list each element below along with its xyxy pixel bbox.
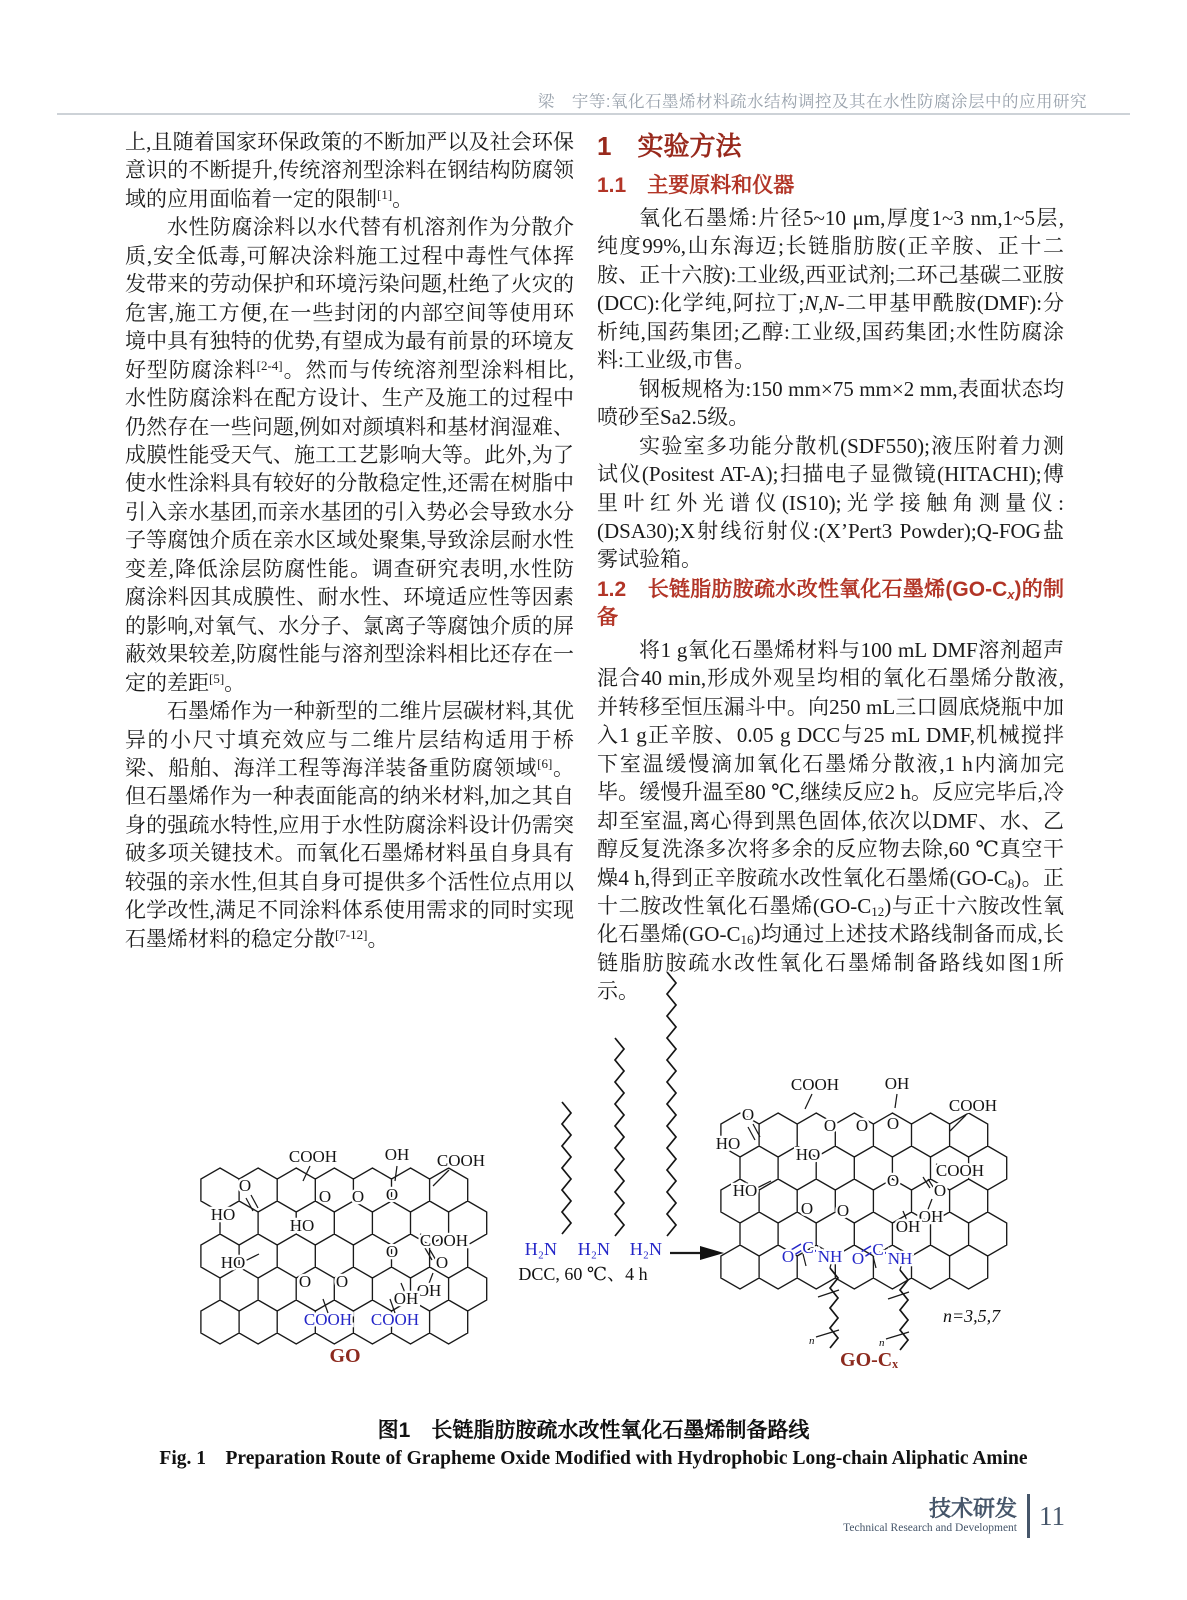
paragraph-materials: 氧化石墨烯:片径5~10 μm,厚度1~3 nm,1~5层,纯度99%,山东海迈;长链脂肪胺(正辛胺、正十二胺、正十六胺):工业级,西亚试剂;二环己基碳二亚胺(DCC):化学纯,阿拉丁;N,N-二甲基甲酰胺(DMF):分析纯,国药集团;乙醇:工业级,国药集团;水性防腐涂料:工业级,市售。 xyxy=(597,206,1064,373)
cooh-label: COOH xyxy=(288,1147,338,1166)
amide-nh-label: NH xyxy=(887,1249,913,1268)
bracket-n-subscript: n xyxy=(809,1335,815,1347)
epoxide-o-label: O xyxy=(886,1114,900,1133)
epoxide-o-label: O xyxy=(351,1187,365,1206)
carbonyl-o-label: O xyxy=(741,1105,755,1124)
ho-label: HO xyxy=(732,1181,758,1200)
carbonyl-o-label: O xyxy=(435,1253,449,1272)
carbonyl-o-label: O xyxy=(933,1181,947,1200)
go-sheet-labels xyxy=(211,1145,485,1367)
repeat-brackets xyxy=(809,1290,909,1349)
n-values-label: n=3,5,7 xyxy=(943,1306,1001,1326)
cooh-label: COOH xyxy=(436,1151,486,1170)
footer-section-en: Technical Research and Development xyxy=(843,1521,1017,1534)
amine-labels xyxy=(518,1239,662,1284)
epoxide-o-label: O xyxy=(298,1272,312,1291)
epoxide-o-label: O xyxy=(823,1116,837,1135)
epoxide-o-label: O xyxy=(855,1116,869,1135)
ho-label: HO xyxy=(210,1205,236,1224)
paragraph-waterborne-coatings: 水性防腐涂料以水代替有机溶剂作为分散介质,安全低毒,可解决涂料施工过程中毒性气体挥发带来的劳动保护和环境污染问题,杜绝了火灾的危害,施工方便,在一些封闭的内部空间等使用环境中具有独特的优势,有望成为最有前景的环境友好型防腐涂料[2-4]。然而与传统溶剂型涂料相比,水性防腐涂料在配方设计、生产及施工的过程中仍然存在一些问题,例如对颜填料和基材润湿难、成膜性能受天气、施工工艺影响大等。此外,为了使水性涂料具有较好的分散稳定性,还需在树脂中引入亲水基团,而亲水基团的引入势必会导致水分子等腐蚀介质在亲水区域处聚集,导致涂层耐水性变差,降低涂层防腐性能。调查研究表明,水性防腐涂料因其成膜性、耐水性、环境适应性等因素的影响,对氧气、水分子、氯离子等腐蚀介质的屏蔽效果较差,防腐性能与溶剂型涂料相比还存在一定的差距[5]。 xyxy=(125,215,574,695)
oh-label: OH xyxy=(384,1145,410,1164)
bracket-n-subscript: n xyxy=(879,1337,885,1349)
amide-c-label: C xyxy=(872,1240,884,1259)
epoxide-o-label: O xyxy=(318,1187,332,1206)
paragraph-preparation: 将1 g氧化石墨烯材料与100 mL DMF溶剂超声混合40 min,形成外观呈均相的氧化石墨烯分散液,并转移至恒压漏斗中。向250 mL三口圆底烧瓶中加入1 g正辛胺、0.05 g DCC与25 mL DMF,机械搅拌下室温缓慢滴加氧化石墨烯分散液,1 h内滴加完毕。缓慢升温至80 ℃,继续反应2 h。反应完毕后,冷却至室温,离心得到黑色固体,依次以DMF、水、乙醇反复洗涤多次将多余的反应物去除,60 ℃真空干燥4 h,得到正辛胺疏水改性氧化石墨烯$(GO-C_8)$。正十二胺改性氧化石墨烯$(GO-C_{12})$与正十六胺改性氧化石墨烯$(GO-C_{16})$均通过上述技术路线制备而成,长链脂肪胺疏水改性氧化石墨烯制备路线如图1所示。 xyxy=(597,637,1065,1004)
page-footer xyxy=(843,1494,1065,1538)
epoxide-o-label: O xyxy=(385,1185,399,1204)
header-divider xyxy=(57,113,1130,115)
reaction-conditions: DCC, 60 ℃、4 h xyxy=(518,1264,648,1284)
go-structure-label: GO xyxy=(329,1345,361,1367)
ho-label: HO xyxy=(795,1145,821,1164)
gocx-structure-label: GO-Cₓ xyxy=(840,1349,898,1371)
cooh-label: COOH xyxy=(948,1096,998,1115)
cooh-label: COOH xyxy=(419,1231,469,1250)
epoxide-o-label: O xyxy=(800,1199,814,1218)
oh-label: OH xyxy=(884,1074,910,1093)
figure1-caption-en: Fig. 1 Preparation Route of Grapheme Oxide Modified with Hydrophobic Long-chain Aliphatic Amine xyxy=(159,1448,1028,1469)
epoxide-o-label: O xyxy=(385,1242,399,1261)
amide-o-label: O xyxy=(781,1247,795,1266)
paragraph-graphene: 石墨烯作为一种新型的二维片层碳材料,其优异的小尺寸填充效应与二维片层结构适用于桥梁、船舶、海洋工程等海洋装备重防腐领域[6]。但石墨烯作为一种表面能高的纳米材料,加之其自身的强疏水特性,应用于水性防腐涂料设计仍需突破多项关键技术。而氧化石墨烯材料虽自身具有较强的亲水性,但其自身可提供多个活性位点用以化学改性,满足不同涂料体系使用需求的同时实现石墨烯材料的稳定分散[7-12]。 xyxy=(125,699,575,951)
paragraph-intro-continued: 上,且随着国家环保政策的不断加严以及社会环保意识的不断提升,传统溶剂型涂料在钢结构防腐领域的应用面临着一定的限制[1]。 xyxy=(125,130,574,211)
right-text-column xyxy=(597,128,1064,1006)
cooh-label-blue: COOH xyxy=(370,1310,420,1329)
oh-label: OH xyxy=(918,1207,944,1226)
section-heading-1: 1 实验方法 xyxy=(597,131,742,161)
carbonyl-o-label: O xyxy=(238,1176,252,1195)
paragraph-steel-plate: 钢板规格为:150 mm×75 mm×2 mm,表面状态均喷砂至Sa2.5级。 xyxy=(597,376,1064,430)
cooh-label-blue: COOH xyxy=(303,1310,353,1329)
page-number: 11 xyxy=(1039,1500,1065,1531)
h2n-label: H₂N xyxy=(577,1239,610,1259)
epoxide-o-label: O xyxy=(836,1201,850,1220)
h2n-label: H₂N xyxy=(629,1239,662,1259)
epoxide-o-label: O xyxy=(335,1272,349,1291)
section-heading-1-2: 1.2 长链脂肪胺疏水改性氧化石墨烯$(GO-C_x)$的制备 xyxy=(597,577,1065,629)
oh-label: OH xyxy=(416,1281,442,1300)
section-heading-1-1: 1.1 主要原料和仪器 xyxy=(597,174,795,197)
amide-c-label: C xyxy=(802,1238,814,1257)
figure1-reaction-scheme xyxy=(105,950,1095,1400)
ho-label: HO xyxy=(220,1253,246,1272)
running-head: 梁 宇等:氧化石墨烯材料疏水结构调控及其在水性防腐涂层中的应用研究 xyxy=(537,93,1087,111)
left-text-column xyxy=(125,128,574,953)
figure1-caption-zh: 图1 长链脂肪胺疏水改性氧化石墨烯制备路线 xyxy=(377,1419,810,1442)
h2n-label: H₂N xyxy=(524,1239,557,1259)
amide-o-label: O xyxy=(851,1249,865,1268)
oh-label: OH xyxy=(393,1289,419,1308)
oh-label: OH xyxy=(895,1217,921,1236)
footer-divider xyxy=(1027,1494,1030,1538)
footer-section xyxy=(843,1497,1017,1536)
reaction-arrow xyxy=(670,1246,724,1260)
dodecylamine-chain xyxy=(615,1038,624,1236)
ho-label: HO xyxy=(289,1216,315,1235)
epoxide-o-label: O xyxy=(886,1171,900,1190)
cooh-label: COOH xyxy=(935,1161,985,1180)
footer-section-zh: 技术研发 xyxy=(928,1495,1017,1521)
cooh-label: COOH xyxy=(790,1075,840,1094)
hexadecylamine-chain xyxy=(667,972,676,1236)
amide-nh-label: NH xyxy=(817,1247,843,1266)
paragraph-instruments: 实验室多功能分散机(SDF550);液压附着力测试仪(Positest AT-A);扫描电子显微镜(HITACHI);傅里叶红外光谱仪(IS10);光学接触角测量仪:(DSA30);X射线衍射仪:(X’Pert3 Powder);Q-FOG盐雾试验箱。 xyxy=(597,433,1064,572)
ho-label: HO xyxy=(715,1134,741,1153)
octylamine-chain xyxy=(562,1102,571,1234)
